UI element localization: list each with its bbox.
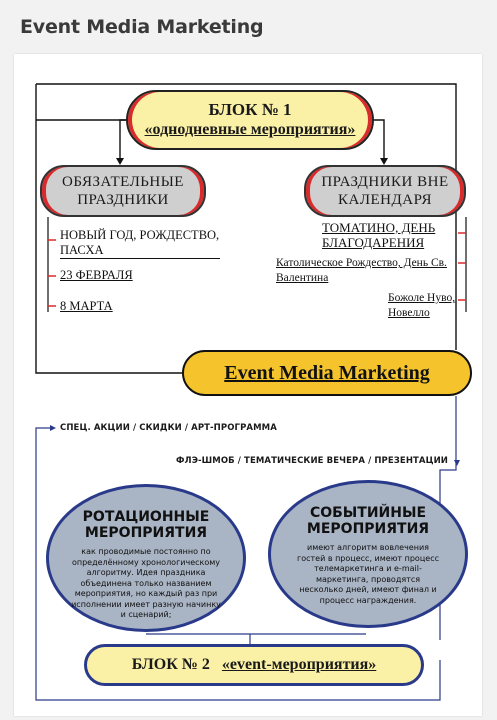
off-calendar-title-2: КАЛЕНДАРЯ (338, 192, 432, 208)
block1-left-connector (120, 120, 126, 162)
arrow-left-branch (116, 158, 124, 165)
right-item-1: ТОМАТИНО, ДЕНЬ БЛАГОДАРЕНИЯ (322, 220, 436, 250)
event-based-description: имеют алгоритм вовлечения гостей в процесс, имеют процесс телемаркетинга и e-mail-маркетинга, проводятся несколько дней, имеют финал и процесс награждения. (297, 543, 439, 605)
rotational-title-1: РОТАЦИОННЫЕ (82, 509, 210, 525)
block1-title: БЛОК № 1 (208, 100, 292, 119)
event-media-marketing-pill (182, 350, 472, 396)
left-item-1: НОВЫЙ ГОД, РОЖДЕСТВО, ПАСХА (60, 228, 220, 257)
tag-right: ФЛЭ-ШМОБ / ТЕМАТИЧЕСКИЕ ВЕЧЕРА / ПРЕЗЕНТАЦИИ (176, 456, 449, 466)
arrow-tag-right (454, 460, 460, 466)
rotational-circle (46, 484, 246, 632)
block1-pill (126, 90, 374, 150)
right-item-3: Божоле Нуво, Новелло (388, 292, 456, 319)
block1-subtitle: «однодневные мероприятия» (144, 121, 356, 138)
rotational-description: как проводимые постоянно по определённому хронологическому алгоритму. Идея праздника объединена только названием мероприятия, но каждый раз при исполнении имеет разную начинку и сценарий; (71, 547, 221, 619)
mandatory-title-2: ПРАЗДНИКИ (77, 192, 169, 208)
arrow-tag-left (50, 425, 56, 431)
mandatory-holidays-pill (40, 165, 206, 217)
block2-subtitle: «event-мероприятия» (221, 656, 377, 673)
page-title: Event Media Marketing (20, 16, 264, 38)
event-based-title-2: МЕРОПРИЯТИЯ (306, 521, 430, 537)
right-item-2: Католическое Рождество, День Св. Валентина (276, 257, 447, 284)
tag-left: СПЕЦ. АКЦИИ / СКИДКИ / АРТ-ПРОГРАММА (60, 423, 277, 433)
arrow-right-branch (380, 158, 388, 165)
block2-title: БЛОК № 2 (131, 656, 210, 673)
off-calendar-pill (304, 165, 466, 217)
mandatory-title-1: ОБЯЗАТЕЛЬНЫЕ (62, 174, 184, 190)
event-based-circle (268, 480, 468, 628)
emm-label: Event Media Marketing (224, 361, 430, 384)
block2-pill (84, 644, 424, 686)
block1-right-connector (374, 120, 384, 162)
rotational-title-2: МЕРОПРИЯТИЯ (84, 525, 208, 541)
event-based-title-1: СОБЫТИЙНЫЕ (309, 505, 427, 521)
left-item-2: 23 ФЕВРАЛЯ (60, 268, 133, 282)
off-calendar-title-1: ПРАЗДНИКИ ВНЕ (321, 174, 449, 190)
left-item-3: 8 МАРТА (60, 299, 113, 313)
